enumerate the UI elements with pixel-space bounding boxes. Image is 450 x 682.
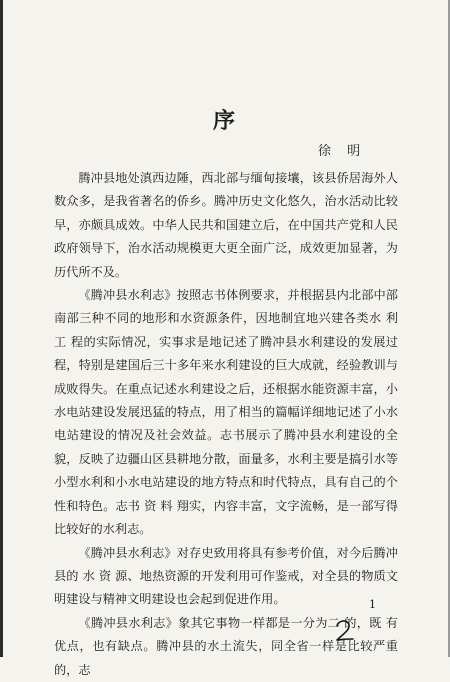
body-text	[54, 167, 398, 682]
page-title: 序	[212, 108, 237, 134]
paragraph-2: 《腾冲县水利志》按照志书体例要求，并根据县内北部中部南部三种不同的地形和水资源条件，因地制宜地兴建各类水 利 工 程的实际情况，实事求是地记述了腾冲县水利建设的发展过程，特别是建国后三十多年来水利建设的巨大成就，经验教训与成败得失。在重点记述水利建设之后，还根据水能资源丰富，小水电站建设发展迅猛的特点，用了相当的篇幅详细地记述了小水电站建设的情况及社会效益。志书展示了腾冲县水利建设的全貌，反映了边疆山区县耕地分散，面量多，水利主要是搞引水等小型水利和小水电站建设的地方特点和时代特点，具有自己的个性和特色。志书 资 料 翔实，内容丰富，文字流畅，是一部写得比较好的水利志。	[54, 288, 398, 537]
paragraph-3: 《腾冲县水利志》对存史致用将具有参考价值，对今后腾冲县的 水 资 源、地热资源的开发利用可作鉴戒，对全县的物质文明建设与精神文明建设也会起到促进作用。	[54, 545, 398, 607]
handwritten-page-number	[334, 618, 356, 648]
author-name: 徐 明	[318, 144, 367, 159]
page-number: 1	[369, 598, 376, 611]
paragraph-4: 《腾冲县水利志》象其它事物一样都是一分为二 的，既 有 优点，也有缺点。腾冲县的水土流失，同全省一样是比较严重的，志	[54, 615, 398, 677]
paragraph-1: 腾冲县地处滇西边陲，西北部与缅甸接壤，该县侨居海外人数众多，是我省著名的侨乡。腾冲历史文化悠久，治水活动比较早，亦颇具成效。中华人民共和国建立后，在中国共产党和人民政府领导下，治水活动规模更大更全面广泛，成效更加显著，为历代所不及。	[54, 171, 398, 279]
page-left-edge	[0, 0, 3, 657]
handwritten-number-glyph	[334, 618, 356, 644]
